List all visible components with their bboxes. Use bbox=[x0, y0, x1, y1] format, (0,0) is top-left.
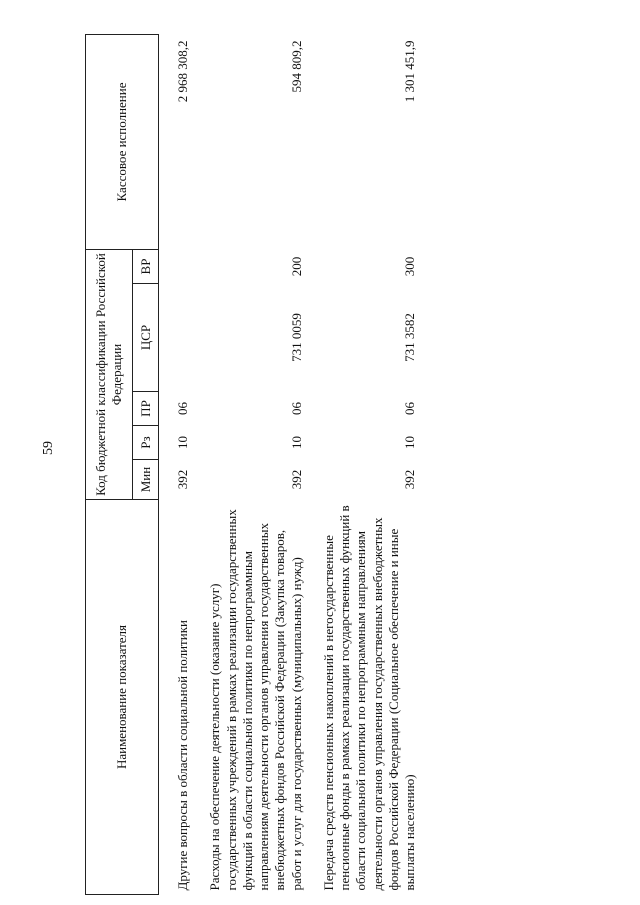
row-pr: 06 bbox=[175, 402, 190, 415]
header-vr: ВР bbox=[133, 249, 159, 283]
row-csr bbox=[165, 284, 191, 392]
rotated-page-content bbox=[85, 35, 417, 895]
row-rz: 10 bbox=[402, 436, 417, 449]
row-min: 392 bbox=[175, 469, 190, 490]
row-pr: 06 bbox=[288, 402, 304, 415]
row-amount: 2 968 308,2 bbox=[175, 40, 190, 103]
row-name: Расходы на обеспечение деятельности (оказание услуг) государственных учреждений в рамках реализации государственных функций в области социальной политики по непрограммным направлениям деятельности органов управления государственных внебюджетных фондов Российской Федерации (Закупка товаров, работ и услуг для государственных (муниципальных) нужд) bbox=[207, 509, 304, 891]
row-rz: 10 bbox=[175, 436, 190, 449]
row-csr: 731 0059 bbox=[288, 313, 304, 362]
row-rz: 10 bbox=[288, 436, 304, 449]
row-vr: 300 bbox=[402, 256, 417, 277]
row-min: 392 bbox=[288, 469, 304, 490]
row-amount: 594 809,2 bbox=[288, 40, 304, 93]
row-vr: 200 bbox=[288, 256, 304, 277]
table-header bbox=[86, 34, 159, 894]
table-row bbox=[197, 34, 305, 894]
page-number: 59 bbox=[41, 441, 56, 455]
row-name: Другие вопросы в области социальной политики bbox=[175, 620, 190, 891]
rotated-inner bbox=[85, 35, 417, 895]
header-csr: ЦСР bbox=[133, 284, 159, 392]
header-code-group: Код бюджетной классификации Российской Федерации bbox=[86, 249, 133, 499]
row-name: Передача средств пенсионных накоплений в негосударственные пенсионные фонды в рамках реализации государственных функций в области социальной политики по непрограммным направлениям деятельности органов управления государственных внебюджетных фондов Российской Федерации (Социальное обеспечение и иные выплаты населению) bbox=[320, 505, 417, 891]
header-name: Наименование показателя bbox=[86, 500, 159, 895]
row-min: 392 bbox=[402, 469, 417, 490]
row-pr: 06 bbox=[402, 402, 417, 415]
table-body bbox=[159, 34, 419, 894]
table-row bbox=[311, 34, 419, 894]
header-min: Мин bbox=[133, 460, 159, 500]
budget-table bbox=[85, 34, 418, 895]
header-rz: Рз bbox=[133, 426, 159, 460]
table-row bbox=[165, 34, 191, 894]
row-vr bbox=[165, 249, 191, 283]
header-pr: ПР bbox=[133, 392, 159, 426]
row-amount: 1 301 451,9 bbox=[402, 40, 417, 103]
row-csr: 731 3582 bbox=[402, 313, 417, 362]
header-amount: Кассовое исполнение bbox=[86, 34, 159, 249]
